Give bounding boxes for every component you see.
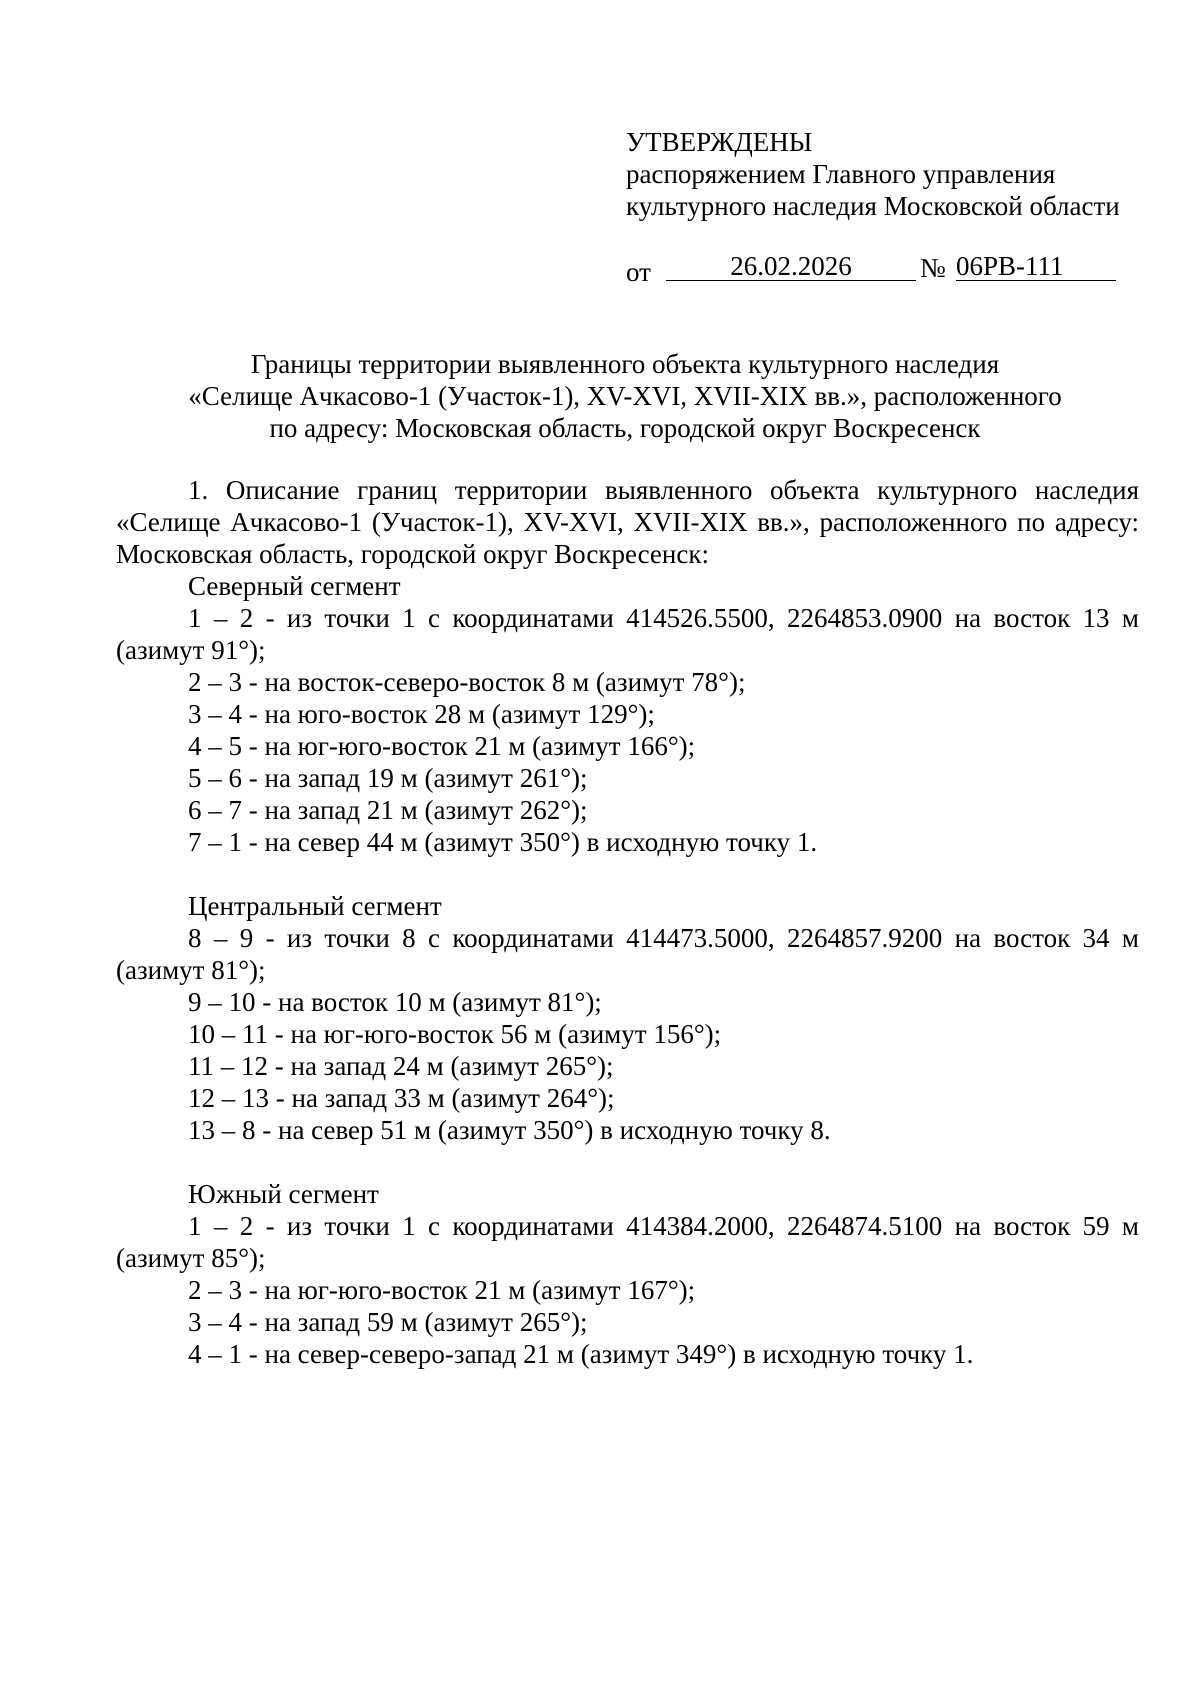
boundary-step: 1 – 2 - из точки 1 с координатами 414526.5500, 2264853.0900 на восток 13 м (азимут 91°); [116, 603, 1139, 665]
boundary-step: 11 – 12 - на запад 24 м (азимут 265°); [188, 1051, 614, 1081]
date-number-row [626, 250, 1116, 286]
approval-authority-line: распоряжением Главного управления [626, 159, 1056, 189]
boundary-step: 4 – 1 - на север-северо-запад 21 м (азимут 349°) в исходную точку 1. [188, 1339, 974, 1369]
boundary-step: 9 – 10 - на восток 10 м (азимут 81°); [188, 987, 602, 1017]
boundary-step: 1 – 2 - из точки 1 с координатами 414384.2000, 2264874.5100 на восток 59 м (азимут 85°); [116, 1211, 1139, 1273]
number-sign: № [920, 253, 946, 283]
title-line-1: Границы территории выявленного объекта культурного наследия [250, 349, 1000, 379]
approval-block [626, 126, 1146, 222]
boundary-step: 10 – 11 - на юг-юго-восток 56 м (азимут 156°); [188, 1019, 722, 1049]
boundary-step: 7 – 1 - на север 44 м (азимут 350°) в исходную точку 1. [188, 827, 818, 857]
document-body [116, 474, 1139, 1370]
title-line-3: по адресу: Московская область, городской округ Воскресенск [269, 413, 981, 443]
section-1-intro: 1. Описание границ территории выявленного объекта культурного наследия «Селище Ачкасово-1 (Участок-1), XV-XVI, XVII-XIX вв.», расположенного по адресу: Московская область, городской округ Воскресенск: [116, 475, 1139, 569]
approval-heading: УТВЕРЖДЕНЫ [626, 127, 813, 157]
boundary-step: 4 – 5 - на юг-юго-восток 21 м (азимут 166°); [188, 731, 696, 761]
segment-heading: Центральный сегмент [188, 891, 442, 921]
approval-authority-line-2: культурного наследия Московской области [626, 191, 1120, 221]
document-number: 06РВ-111 [956, 250, 1116, 281]
boundary-step: 8 – 9 - из точки 8 с координатами 414473.5000, 2264857.9200 на восток 34 м (азимут 81°); [116, 923, 1139, 985]
south-segment [116, 1178, 1139, 1370]
boundary-step: 13 – 8 - на север 51 м (азимут 350°) в исходную точку 8. [188, 1115, 831, 1145]
boundary-step: 12 – 13 - на запад 33 м (азимут 264°); [188, 1083, 615, 1113]
boundary-step: 5 – 6 - на запад 19 м (азимут 261°); [188, 763, 588, 793]
spacer [116, 858, 1139, 890]
boundary-step: 6 – 7 - на запад 21 м (азимут 262°); [188, 795, 588, 825]
boundary-step: 2 – 3 - на юг-юго-восток 21 м (азимут 167°); [188, 1275, 696, 1305]
central-segment [116, 890, 1139, 1146]
from-label: от [626, 257, 651, 287]
north-segment [116, 570, 1139, 858]
boundary-step: 3 – 4 - на запад 59 м (азимут 265°); [188, 1307, 588, 1337]
segment-heading: Северный сегмент [188, 571, 401, 601]
segment-heading: Южный сегмент [188, 1179, 379, 1209]
spacer [116, 1146, 1139, 1178]
document-title [100, 348, 1150, 444]
title-line-2: «Селище Ачкасово-1 (Участок-1), XV-XVI, XVII-XIX вв.», расположенного [188, 381, 1062, 411]
boundary-step: 3 – 4 - на юго-восток 28 м (азимут 129°); [188, 699, 655, 729]
boundary-step: 2 – 3 - на восток-северо-восток 8 м (азимут 78°); [188, 667, 746, 697]
document-date: 26.02.2026 [666, 250, 916, 281]
